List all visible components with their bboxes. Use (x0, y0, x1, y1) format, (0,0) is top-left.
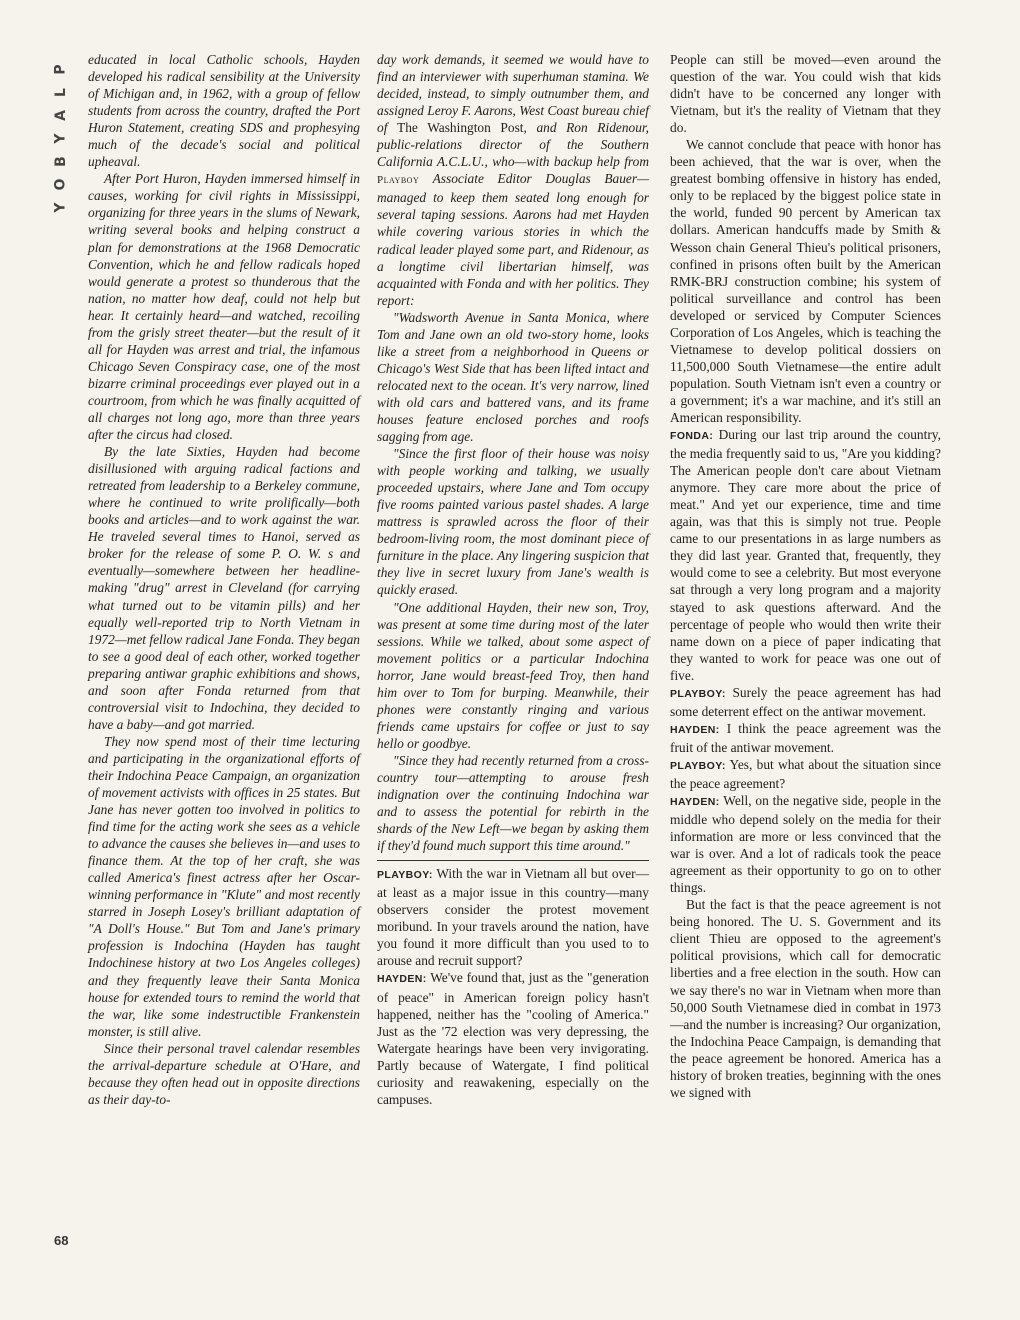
question-text: Yes, but what about the situation since the peace agreement? (670, 756, 941, 791)
speaker-label: HAYDEN: (377, 973, 427, 986)
sidebar-letter: Y (52, 133, 69, 144)
magazine-sidebar-logo (52, 58, 70, 219)
intro-paragraph (377, 51, 649, 309)
intro-text: , and Ron Ridenour, public-relations director of the Southern California A.C.L.U., who—with backup help from (377, 120, 649, 170)
speaker-label: FONDA: (670, 430, 714, 443)
speaker-label: HAYDEN: (670, 796, 720, 809)
intro-paragraph: educated in local Catholic schools, Hayden developed his radical sensibility at the University of Michigan and, in 1962, with a group of fellow students from across the country, drafted the Port Huron Statement, creating SDS and prophesying much of the decade's social and political upheaval. (88, 52, 360, 170)
answer-text: I think the peace agreement was the fruit of the antiwar movement. (670, 720, 942, 755)
interview-question (377, 865, 649, 969)
intro-paragraph: "One additional Hayden, their new son, Troy, was present at some time during most of the later sessions. While we talked, about some aspect of movement politics or a particular Indochina horror, Jane would breast-feed Troy, then hand him over to Tom for burping. Meanwhile, their phones were constantly ringing and various friends came upstairs for coffee or just to say hello or goodbye. (377, 599, 649, 751)
interview-section (377, 860, 649, 1108)
sidebar-letter: P (52, 64, 69, 75)
intro-text: Associate Editor Douglas Bauer—managed to keep them seated long enough for several taping sessions. Aarons had met Hayden while covering various stories in which the radical leader played some part, and Ridenour, as a longtime civil libertarian himself, was acquainted with Fonda and with her politics. They report: (377, 171, 649, 308)
intro-paragraph: By the late Sixties, Hayden had become disillusioned with arguing radical factions and retreated from leadership to a Berkeley commune, where he continued to write prolifically—both books and articles—and to work against the war. He traveled several times to Hanoi, served as broker for the release of some P. O. W. s and eventually—somewhere between her headline-making "drug" arrest in Cleveland (for carrying what turned out to be vitamin pills) and her equally well-reported trip to North Vietnam in 1972—met fellow radical Jane Fonda. They began to see a good deal of each other, worked together preparing antiwar graphic exhibitions and shows, and soon after Fonda returned from that controversial visit to Indochina, they decided to have a baby—and got married. (88, 444, 360, 732)
question-text: With the war in Vietnam all but over—at least as a major issue in this country—many observers consider the protest movement moribund. In your travels around the nation, have you found it more difficult than you used to to arouse and recruit support? (377, 866, 650, 969)
magazine-name: Playboy (377, 174, 420, 187)
intro-paragraph: Since their personal travel calendar resembles the arrival-departure schedule at O'Hare, and because they often head out in opposite directions as their day-to- (88, 1040, 360, 1107)
speaker-label: PLAYBOY: (377, 869, 433, 882)
answer-paragraph: But the fact is that the peace agreement is not being honored. The U. S. Government and its client Thieu are opposed to the agreement's political provisions, which call for democratic liberties and a free election in the south. How can we say there's no war in Vietnam when more than 50,000 South Vietnamese died in combat in 1973—and the number is increasing? Our organization, the Indochina Peace Campaign, is demanding that the peace agreement be honored. America has a history of broken treaties, beginning with the ones we signed with (670, 897, 941, 1100)
intro-paragraph: "Since they had recently returned from a cross-country tour—attempting to arouse fresh indignation over the continuing Indochina war and to assess the potential for rebirth in the shards of the New Left—we began by asking them if they'd found much support this time around." (377, 752, 649, 854)
intro-paragraph: "Since the first floor of their house was noisy with people working and talking, we usually proceeded upstairs, where Jane and Tom occupy five rooms painted various pastel shades. A large mattress is sprawled across the floor of their bedroom-living room, the most dominant piece of furniture in the place. Any lingering suspicion that they live in secret luxury from Jane's wealth is quickly erased. (377, 446, 649, 598)
answer-text: We've found that, just as the "generation of peace" in American foreign policy hasn't happened, neither has the "cooling of America." Just as the '72 election was very depressing, the Watergate hearings have been very invigorating. Partly because of Watergate, I find political curiosity and reawakening, especially on the campuses. (377, 970, 649, 1107)
intro-paragraph: "Wadsworth Avenue in Santa Monica, where Tom and Jane own an old two-story home, looks like a street from a neighborhood in Queens or Chicago's West Side that has been lifted intact and relocated next to the ocean. It's very narrow, lined with old cars and battered vans, and its frame houses feature enclosed porches and roofs sagging from age. (377, 309, 649, 445)
sidebar-letter: Y (52, 202, 69, 213)
interview-answer (670, 720, 941, 756)
interview-question (670, 756, 941, 792)
answer-text: Well, on the negative side, people in the middle who depend solely on the media for their information are more or less convinced that the war is over. And a lot of radicals took the peace agreement as their opportunity to go on to other things. (670, 793, 941, 896)
sidebar-letter: L (52, 88, 69, 97)
question-text: Surely the peace agreement has had some deterrent effect on the antiwar movement. (670, 684, 941, 719)
interview-question (670, 684, 941, 720)
answer-paragraph: We cannot conclude that peace with honor has been achieved, that the war is over, when the greatest bombing offensive in history has ended, only to be replaced by the biggest police state in the world, funded 90 percent by American tax dollars. American handcuffs made by Smith & Wesson chain General Thieu's political prisoners, confined in prisons often built by the American RMK-BRJ construction combine; his system of political surveillance and control has been developed or serviced by Computer Sciences Corporation of Los Angeles, which is teaching the Vietnamese to develop political dossiers on 11,500,000 South Vietnamese—the entire adult population. South Vietnam isn't even a country or a government; it's a war machine, and it's still an American responsibility. (670, 137, 941, 425)
interview-answer (670, 426, 941, 684)
sidebar-letter: A (52, 110, 69, 121)
speaker-label: HAYDEN: (670, 723, 720, 736)
intro-paragraph: They now spend most of their time lecturing and participating in the organizational efforts of their Indochina Peace Campaign, an organization of movement activists with offices in 25 states. But Jane has never gotten too involved in politics to find time for the acting work she sees as a vehicle to advance the causes she believes in—and uses to finance them. At the top of her craft, she was called America's finest actress after her Oscar-winning performance in "Klute" and most recently starred in Joseph Losey's brilliant adaptation of "A Doll's House." But Tom and Jane's primary profession is Indochina (Hayden has taught Indochinese history at two Los Angeles colleges) and they frequently leave their Santa Monica house for extended tours to remind the world that the war, like some indestructible Frankenstein monster, is still alive. (88, 733, 360, 1039)
sidebar-letter: B (52, 156, 69, 167)
answer-text: During our last trip around the country, the media frequently said to us, "Are you kidding? The American people don't care about Vietnam anymore. They care more about the price of meat." And yet our experience, time and time again, was that this is simply not true. People came to our presentations in as large numbers as they did last year. Granted that, frequently, they would come to see a celebrity. But most everyone sat through a very long program and a majority stayed to ask questions afterward. And the percentage of people who would then write their name down on a piece of paper indicating that they wanted to work for peace was one out of five. (670, 427, 941, 683)
column-2 (377, 51, 649, 1108)
speaker-label: PLAYBOY: (670, 687, 726, 700)
page-number: 68 (54, 1233, 69, 1248)
interview-answer (377, 969, 649, 1107)
intro-text: day work demands, it seemed we would have to find an interviewer with superhuman stamina. We decided, instead, to simply outnumber them, and assigned Leroy F. Aarons, West Coast bureau chief of (377, 52, 649, 136)
intro-paragraph: After Port Huron, Hayden immersed himself in causes, working for civil rights in Mississippi, organizing for three years in the slums of Newark, writing several books and helping construct a plan for demonstrations at the 1968 Democratic Convention, which he and fellow radicals hoped would generate a protest so thunderous that the nation, no matter how deaf, could not help but hear. It certainly heard—and watched, recoiling from the grisly street theater—but the result of it all for Hayden was arrest and trial, the infamous Chicago Seven Conspiracy case, one of the most bizarre criminal proceedings ever played out in a courtroom, from which he was finally acquitted of all charges not long ago, more than three years after the circus had closed. (88, 171, 360, 443)
column-3 (670, 51, 941, 1101)
sidebar-letter: O (52, 178, 69, 191)
newspaper-name: The Washington Post (397, 120, 524, 136)
column-1 (88, 51, 360, 1108)
speaker-label: PLAYBOY: (670, 759, 726, 772)
interview-answer (670, 792, 941, 896)
answer-paragraph: People can still be moved—even around the question of the war. You could wish that kids didn't have to be concerned any longer with Vietnam, but it's the reality of Vietnam that they do. (670, 52, 941, 136)
